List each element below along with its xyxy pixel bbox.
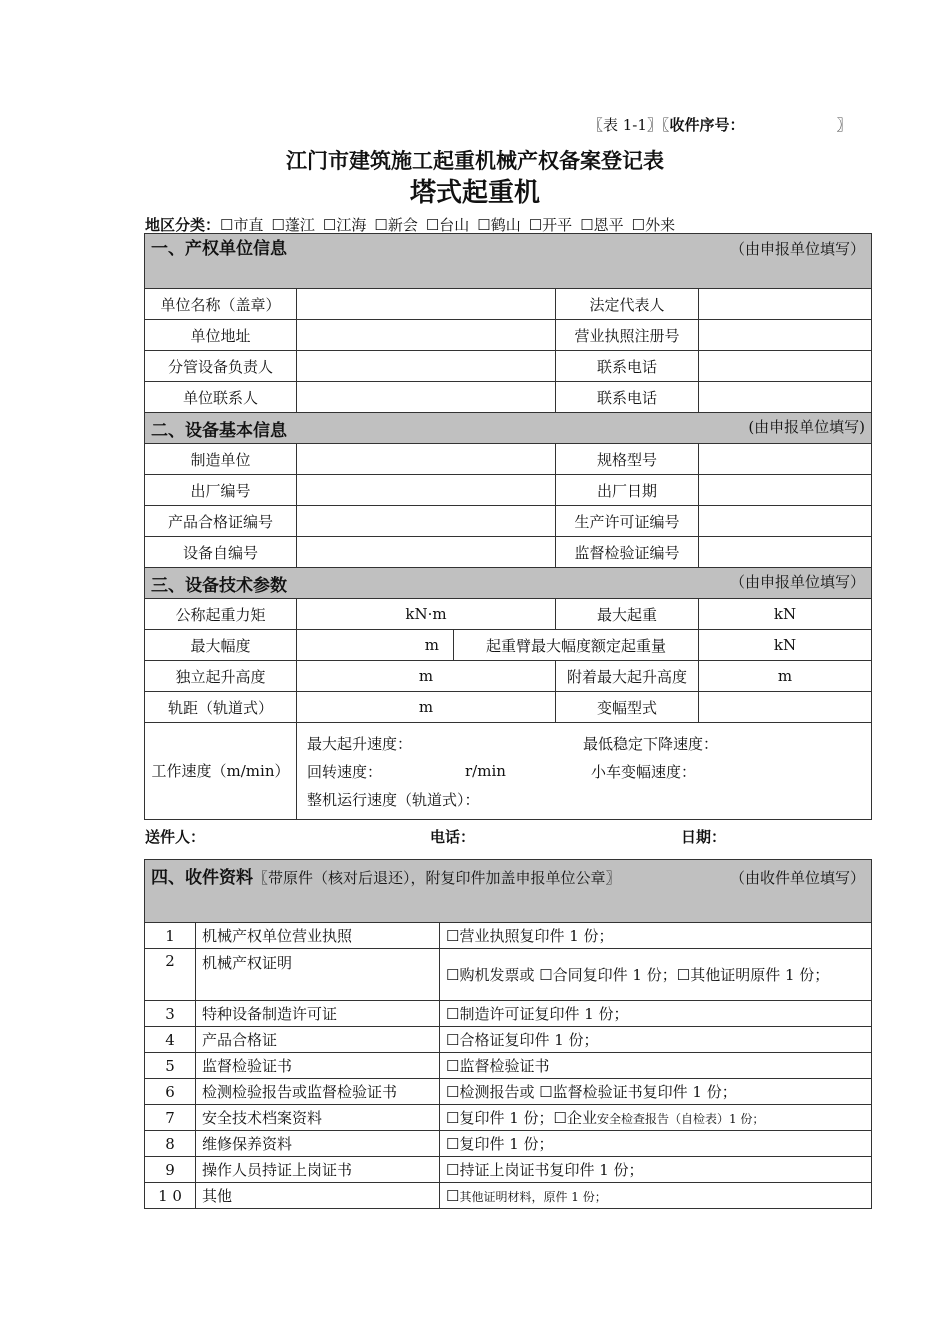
- region-option-wailai[interactable]: ☐外来: [631, 216, 676, 234]
- item-requirement[interactable]: ☐购机发票或 ☐合同复印件 1 份；☐其他证明原件 1 份；: [440, 949, 872, 1001]
- trolley-speed-label: 小车变幅速度：: [591, 762, 697, 781]
- equipment-manager-field[interactable]: [297, 351, 556, 382]
- section-2-note: (由申报单位填写): [748, 417, 866, 436]
- item-name: 监督检验证书: [196, 1053, 440, 1079]
- item-number: 1 0: [145, 1183, 196, 1209]
- section-1-header: [145, 234, 872, 289]
- travel-speed-label: 整机运行速度（轨道式）：: [307, 790, 480, 809]
- table-row: [145, 1079, 872, 1105]
- manufacture-date-label: 出厂日期: [556, 475, 699, 506]
- table-row: [145, 1157, 872, 1183]
- form-reference: [588, 114, 851, 135]
- model-label: 规格型号: [556, 444, 699, 475]
- max-radius-unit: m: [424, 636, 439, 654]
- owner-address-field[interactable]: [297, 320, 556, 351]
- table-row: [145, 923, 872, 949]
- item-requirement-main: ☐: [446, 1186, 460, 1205]
- item-number: 2: [145, 949, 196, 1001]
- item-name: 特种设备制造许可证: [196, 1001, 440, 1027]
- region-option-enping[interactable]: ☐恩平: [580, 216, 624, 234]
- item-name: 安全技术档案资料: [196, 1105, 440, 1131]
- owner-address-label: 单位地址: [145, 320, 297, 351]
- inspection-cert-field[interactable]: [699, 537, 872, 568]
- contact-phone-field[interactable]: [699, 382, 872, 413]
- item-number: 9: [145, 1157, 196, 1183]
- manufacture-date-field[interactable]: [699, 475, 872, 506]
- manufacturer-field[interactable]: [297, 444, 556, 475]
- luffing-field[interactable]: [699, 692, 872, 723]
- item-requirement[interactable]: ☐持证上岗证书复印件 1 份；: [440, 1157, 872, 1183]
- item-name: 产品合格证: [196, 1027, 440, 1053]
- item-requirement[interactable]: [440, 1105, 872, 1131]
- section-1-title: 一、产权单位信息: [151, 239, 287, 259]
- max-load-label: 最大起重: [556, 599, 699, 630]
- speed-fields[interactable]: [297, 723, 872, 820]
- table-row: [145, 444, 872, 475]
- production-license-label: 生产许可证编号: [556, 506, 699, 537]
- model-field[interactable]: [699, 444, 872, 475]
- table-row: [145, 537, 872, 568]
- table-row: [145, 692, 872, 723]
- item-number: 5: [145, 1053, 196, 1079]
- max-load-unit: kN: [773, 605, 797, 623]
- item-requirement[interactable]: ☐监督检验证书: [440, 1053, 872, 1079]
- item-requirement-small: 安全检查报告（自检表）1 份；: [596, 1112, 765, 1126]
- anchored-height-unit: m: [777, 667, 793, 685]
- tip-load-field[interactable]: [699, 630, 872, 661]
- section-2-header: [145, 413, 872, 444]
- tip-load-label: 起重臂最大幅度额定起重量: [454, 630, 699, 661]
- receipt-number-label: 收件序号：: [669, 116, 745, 134]
- table-row: [145, 351, 872, 382]
- table-row: [145, 475, 872, 506]
- inspection-cert-label: 监督检验证编号: [556, 537, 699, 568]
- form-title: 江门市建筑施工起重机械产权备案登记表: [286, 149, 664, 173]
- speed-label: 工作速度（m/min）: [145, 723, 297, 820]
- section-3-title: 三、设备技术参数: [151, 575, 287, 596]
- region-classification: [145, 214, 683, 235]
- region-label: 地区分类：: [145, 216, 221, 234]
- section-4-header: [145, 860, 872, 923]
- slew-speed-unit: r/min: [465, 762, 506, 780]
- region-option-taishan[interactable]: ☐台山: [425, 216, 470, 234]
- region-option-shizhi[interactable]: ☐市直: [220, 216, 264, 234]
- item-name: 维修保养资料: [196, 1131, 440, 1157]
- lower-speed-label: 最低稳定下降速度：: [583, 734, 719, 753]
- item-name: 机械产权证明: [196, 949, 440, 1001]
- sender-label: 送件人：: [145, 828, 206, 846]
- table-row: [145, 599, 872, 630]
- gauge-label: 轨距（轨道式）: [145, 692, 297, 723]
- date-label: 日期：: [681, 828, 727, 846]
- legal-rep-label: 法定代表人: [556, 289, 699, 320]
- table-row: [145, 289, 872, 320]
- certificate-number-field[interactable]: [297, 506, 556, 537]
- ref-close: 〗: [836, 116, 852, 134]
- serial-number-label: 出厂编号: [145, 475, 297, 506]
- item-number: 6: [145, 1079, 196, 1105]
- table-row: [145, 320, 872, 351]
- phone-label: 电话：: [430, 828, 476, 846]
- free-height-label: 独立起升高度: [145, 661, 297, 692]
- self-number-label: 设备自编号: [145, 537, 297, 568]
- section-1-note: （由申报单位填写）: [730, 240, 866, 258]
- rated-moment-field[interactable]: [297, 599, 556, 630]
- documents-table: [144, 859, 872, 1209]
- item-requirement[interactable]: ☐复印件 1 份；: [440, 1131, 872, 1157]
- region-option-kaiping[interactable]: ☐开平: [528, 216, 573, 234]
- manager-phone-label: 联系电话: [556, 351, 699, 382]
- speed-line-3: [307, 785, 865, 813]
- license-number-field[interactable]: [699, 320, 872, 351]
- table-row: [145, 1183, 872, 1209]
- section-4-title: 四、收件资料: [151, 868, 253, 888]
- table-row: [145, 1027, 872, 1053]
- registration-table: [144, 233, 872, 820]
- item-name: 其他: [196, 1183, 440, 1209]
- table-row: [145, 506, 872, 537]
- item-requirement-small: 其他证明材料，原件 1 份；: [459, 1189, 607, 1204]
- table-row: [145, 1053, 872, 1079]
- speed-line-1: [307, 729, 865, 757]
- item-number: 8: [145, 1131, 196, 1157]
- table-row: [145, 949, 872, 1001]
- slew-speed-label: 回转速度：: [307, 762, 383, 781]
- anchored-height-field[interactable]: [699, 661, 872, 692]
- region-option-heshan[interactable]: ☐鹤山: [477, 216, 521, 234]
- contact-phone-label: 联系电话: [556, 382, 699, 413]
- legal-rep-field[interactable]: [699, 289, 872, 320]
- speed-line-2: [307, 757, 865, 785]
- item-requirement[interactable]: ☐检测报告或 ☐监督检验证书复印件 1 份；: [440, 1079, 872, 1105]
- table-row: [145, 382, 872, 413]
- contact-person-field[interactable]: [297, 382, 556, 413]
- item-requirement[interactable]: ☐营业执照复印件 1 份；: [440, 923, 872, 949]
- serial-number-field[interactable]: [297, 475, 556, 506]
- tip-load-unit: kN: [773, 636, 797, 654]
- hoist-speed-label: 最大起升速度：: [307, 734, 413, 753]
- section-3-note: （由申报单位填写）: [730, 572, 866, 591]
- table-row: [145, 723, 872, 820]
- region-option-pengjiang[interactable]: ☐蓬江: [271, 216, 315, 234]
- item-requirement[interactable]: [440, 1183, 872, 1209]
- form-subtitle: 塔式起重机: [409, 178, 540, 208]
- table-row: [145, 1105, 872, 1131]
- manager-phone-field[interactable]: [699, 351, 872, 382]
- item-requirement[interactable]: ☐制造许可证复印件 1 份；: [440, 1001, 872, 1027]
- item-name: 机械产权单位营业执照: [196, 923, 440, 949]
- rated-moment-unit: kN·m: [405, 605, 447, 623]
- max-radius-field[interactable]: [297, 630, 454, 661]
- free-height-unit: m: [418, 667, 434, 685]
- self-number-field[interactable]: [297, 537, 556, 568]
- gauge-field[interactable]: [297, 692, 556, 723]
- max-load-field[interactable]: [699, 599, 872, 630]
- item-number: 4: [145, 1027, 196, 1053]
- table-row: [145, 630, 872, 661]
- equipment-manager-label: 分管设备负责人: [145, 351, 297, 382]
- section-4-desc: 〖带原件（核对后退还），附复印件加盖申报单位公章〗: [253, 869, 621, 887]
- production-license-field[interactable]: [699, 506, 872, 537]
- certificate-number-label: 产品合格证编号: [145, 506, 297, 537]
- rated-moment-label: 公称起重力矩: [145, 599, 297, 630]
- table-row: [145, 661, 872, 692]
- owner-name-field[interactable]: [297, 289, 556, 320]
- item-name: 操作人员持证上岗证书: [196, 1157, 440, 1183]
- item-requirement-main: ☐复印件 1 份；☐企业: [446, 1109, 597, 1127]
- section-3-header: [145, 568, 872, 599]
- owner-name-label: 单位名称（盖章）: [145, 289, 297, 320]
- item-requirement[interactable]: ☐合格证复印件 1 份；: [440, 1027, 872, 1053]
- table-row: [145, 1001, 872, 1027]
- item-number: 3: [145, 1001, 196, 1027]
- anchored-height-label: 附着最大起升高度: [556, 661, 699, 692]
- region-option-jianghai[interactable]: ☐江海: [322, 216, 367, 234]
- contact-person-label: 单位联系人: [145, 382, 297, 413]
- license-number-label: 营业执照注册号: [556, 320, 699, 351]
- luffing-label: 变幅型式: [556, 692, 699, 723]
- form-number: 〖表 1-1〗〖: [588, 116, 670, 134]
- section-2-title: 二、设备基本信息: [151, 420, 287, 441]
- region-option-xinhui[interactable]: ☐新会: [374, 216, 418, 234]
- item-name: 检测检验报告或监督检验证书: [196, 1079, 440, 1105]
- item-number: 1: [145, 923, 196, 949]
- item-number: 7: [145, 1105, 196, 1131]
- gauge-unit: m: [418, 698, 434, 716]
- max-radius-label: 最大幅度: [145, 630, 297, 661]
- manufacturer-label: 制造单位: [145, 444, 297, 475]
- free-height-field[interactable]: [297, 661, 556, 692]
- table-row: [145, 1131, 872, 1157]
- section-4-note: （由收件单位填写）: [729, 869, 865, 887]
